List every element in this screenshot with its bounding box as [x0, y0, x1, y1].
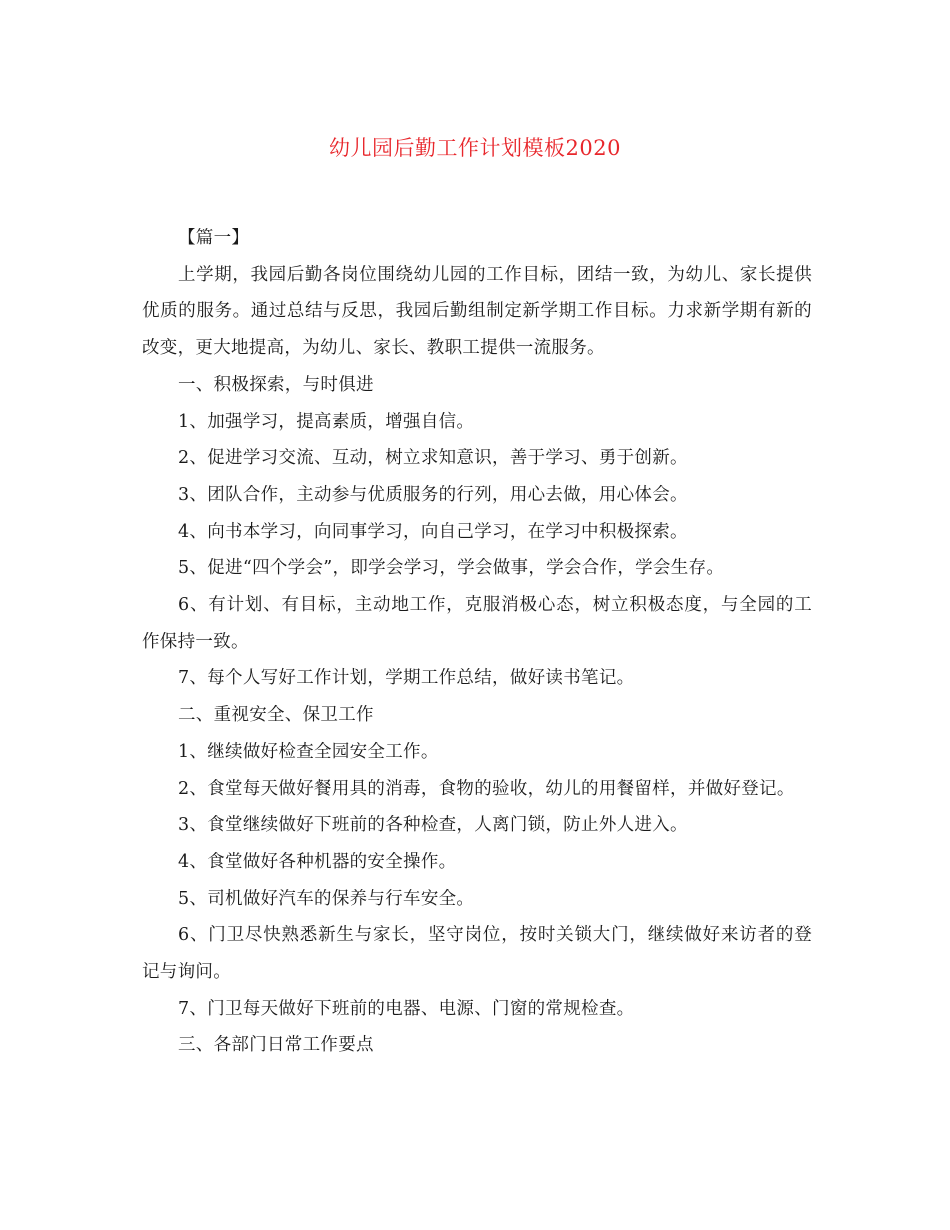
list-item: 6、门卫尽快熟悉新生与家长，坚守岗位，按时关锁大门，继续做好来访者的登记与询问。: [142, 925, 812, 983]
section-heading: 一、积极探索，与时俱进: [178, 374, 374, 395]
list-item: 7、门卫每天做好下班前的电器、电源、门窗的常规检查。: [178, 998, 635, 1019]
list-item: 1、加强学习，提高素质，增强自信。: [178, 411, 475, 432]
list-item: 7、每个人写好工作计划，学期工作总结，做好读书笔记。: [178, 668, 635, 689]
list-item: 2、促进学习交流、互动，树立求知意识，善于学习、勇于创新。: [178, 448, 688, 469]
list-item: 3、食堂继续做好下班前的各种检查，人离门锁，防止外人进入。: [178, 815, 688, 836]
intro-paragraph: 上学期，我园后勤各岗位围绕幼儿园的工作目标，团结一致，为幼儿、家长提供优质的服务。通过总结与反思，我园后勤组制定新学期工作目标。力求新学期有新的改变，更大地提高，为幼儿、家长、教职工提供一流服务。: [142, 264, 812, 359]
document-body: [142, 220, 812, 1064]
document-title: 幼儿园后勤工作计划模板2020: [329, 136, 621, 160]
list-item: 4、向书本学习，向同事学习，向自己学习，在学习中积极探索。: [178, 521, 688, 542]
list-item: 3、团队合作，主动参与优质服务的行列，用心去做，用心体会。: [178, 484, 688, 505]
section-heading: 二、重视安全、保卫工作: [178, 705, 374, 726]
section-heading: 三、各部门日常工作要点: [178, 1035, 374, 1056]
list-item: 1、继续做好检查全园安全工作。: [178, 741, 439, 762]
list-item: 2、食堂每天做好餐用具的消毒，食物的验收，幼儿的用餐留样，并做好登记。: [178, 778, 795, 799]
list-item: 5、促进“四个学会”，即学会学习，学会做事，学会合作，学会生存。: [178, 558, 725, 579]
list-item: 5、司机做好汽车的保养与行车安全。: [178, 888, 475, 909]
section-heading: 【篇一】: [178, 228, 250, 248]
list-item: 6、有计划、有目标，主动地工作，克服消极心态，树立积极态度，与全园的工作保持一致。: [142, 595, 812, 652]
list-item: 4、食堂做好各种机器的安全操作。: [178, 851, 457, 872]
